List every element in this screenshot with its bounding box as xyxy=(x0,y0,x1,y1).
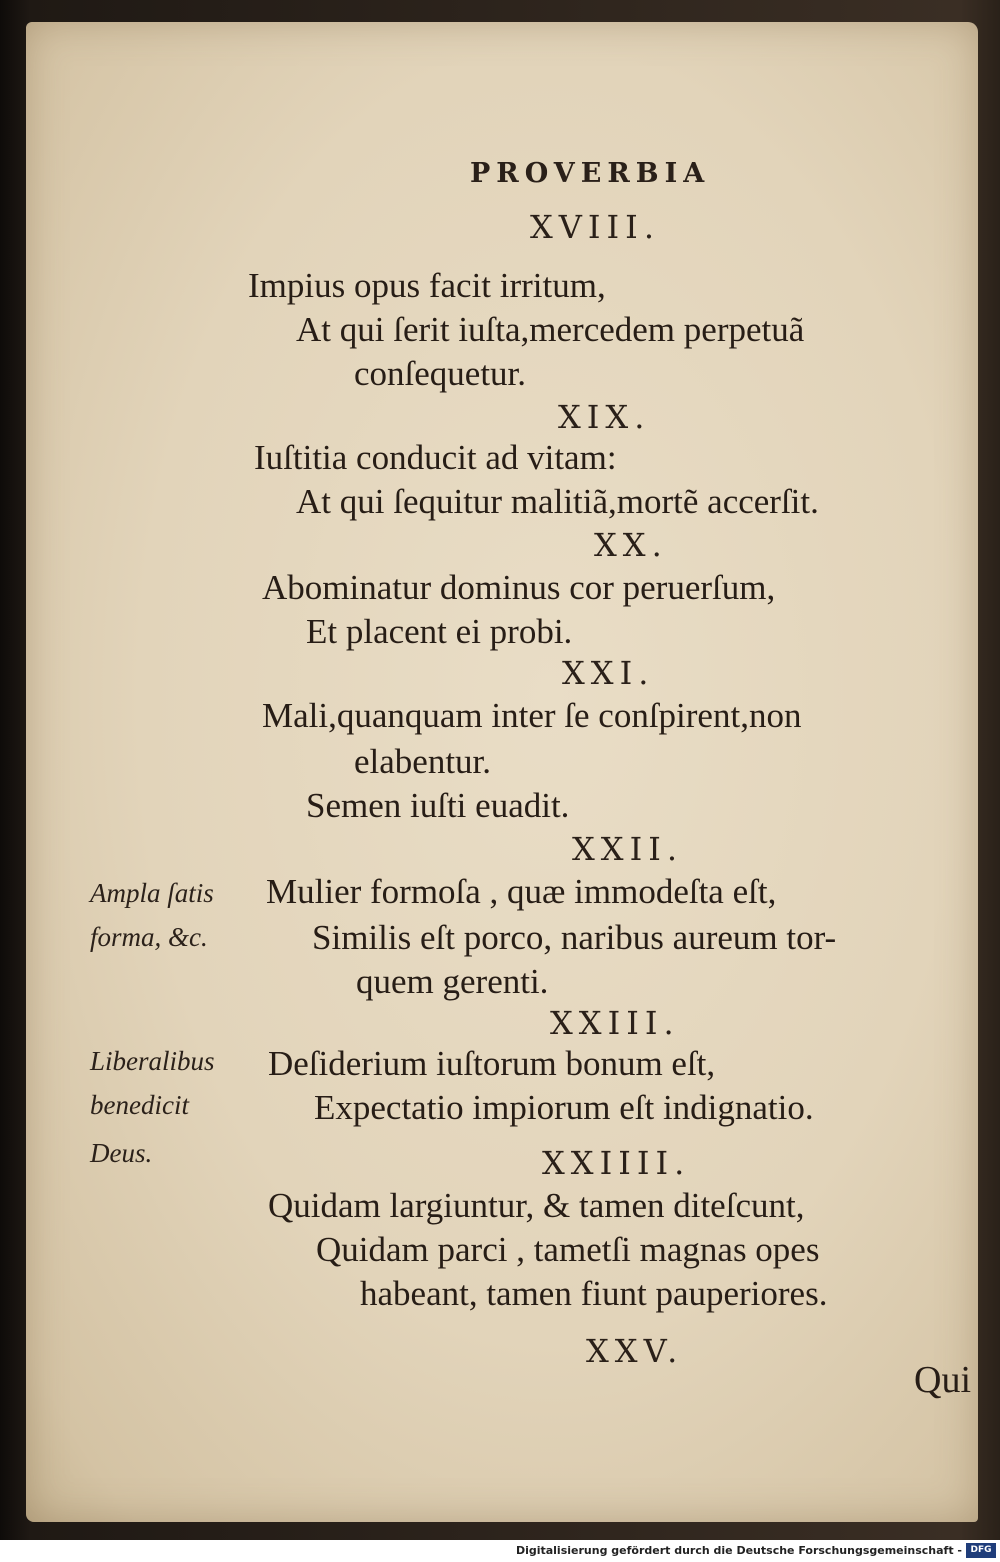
text-line: Iuſtitia conducit ad vitam: xyxy=(254,438,617,477)
margin-note: Ampla ſatis xyxy=(90,878,214,908)
text-line: Abominatur dominus cor peruerſum, xyxy=(262,568,776,607)
text-line: Semen iuſti euadit. xyxy=(306,786,570,825)
text-line: At qui ſequitur malitiã,mortẽ accerſit. xyxy=(296,482,819,521)
margin-note: Deus. xyxy=(90,1138,153,1168)
running-head: PROVERBIA xyxy=(470,158,711,189)
text-line: quem gerenti. xyxy=(356,962,549,1001)
dfg-logo: DFG xyxy=(966,1543,996,1558)
section-number: XIX. xyxy=(558,398,651,436)
margin-note: forma, &c. xyxy=(90,922,208,952)
text-line: elabentur. xyxy=(354,742,492,781)
section-number: XXV. xyxy=(586,1332,684,1370)
text-line: Mali,quanquam inter ſe conſpirent,non xyxy=(262,696,802,735)
text-line: conſequetur. xyxy=(354,354,527,393)
text-line: Et placent ei probi. xyxy=(306,612,573,651)
text-line: habeant, tamen fiunt pauperiores. xyxy=(360,1274,828,1313)
text-line: Impius opus facit irritum, xyxy=(248,266,606,305)
margin-note: Liberalibus xyxy=(90,1046,215,1076)
margin-note: benedicit xyxy=(90,1090,189,1120)
text-line: At qui ſerit iuſta,mercedem perpetuã xyxy=(296,310,805,349)
section-number: XXI. xyxy=(562,654,655,692)
text-line: Quidam parci , tametſi magnas opes xyxy=(316,1230,820,1269)
section-number: XXIIII. xyxy=(542,1144,691,1182)
section-number: XVIII. xyxy=(530,208,660,246)
section-number: XXII. xyxy=(572,830,684,868)
section-number: XX. xyxy=(594,526,668,564)
text-line: Deſiderium iuſtorum bonum eſt, xyxy=(268,1044,716,1083)
footer-credit: Digitalisierung gefördert durch die Deutsche Forschungsgemeinschaft - xyxy=(515,1544,962,1557)
text-line: Expectatio impiorum eſt indignatio. xyxy=(314,1088,814,1127)
text-line: Mulier formoſa , quæ immodeſta eſt, xyxy=(266,872,777,911)
footer-bar xyxy=(0,1540,1000,1562)
catchword: Qui xyxy=(914,1359,971,1401)
text-line: Quidam largiuntur, & tamen diteſcunt, xyxy=(268,1186,805,1225)
section-number: XXIII. xyxy=(550,1004,680,1042)
text-line: Similis eſt porco, naribus aureum tor- xyxy=(312,918,837,957)
